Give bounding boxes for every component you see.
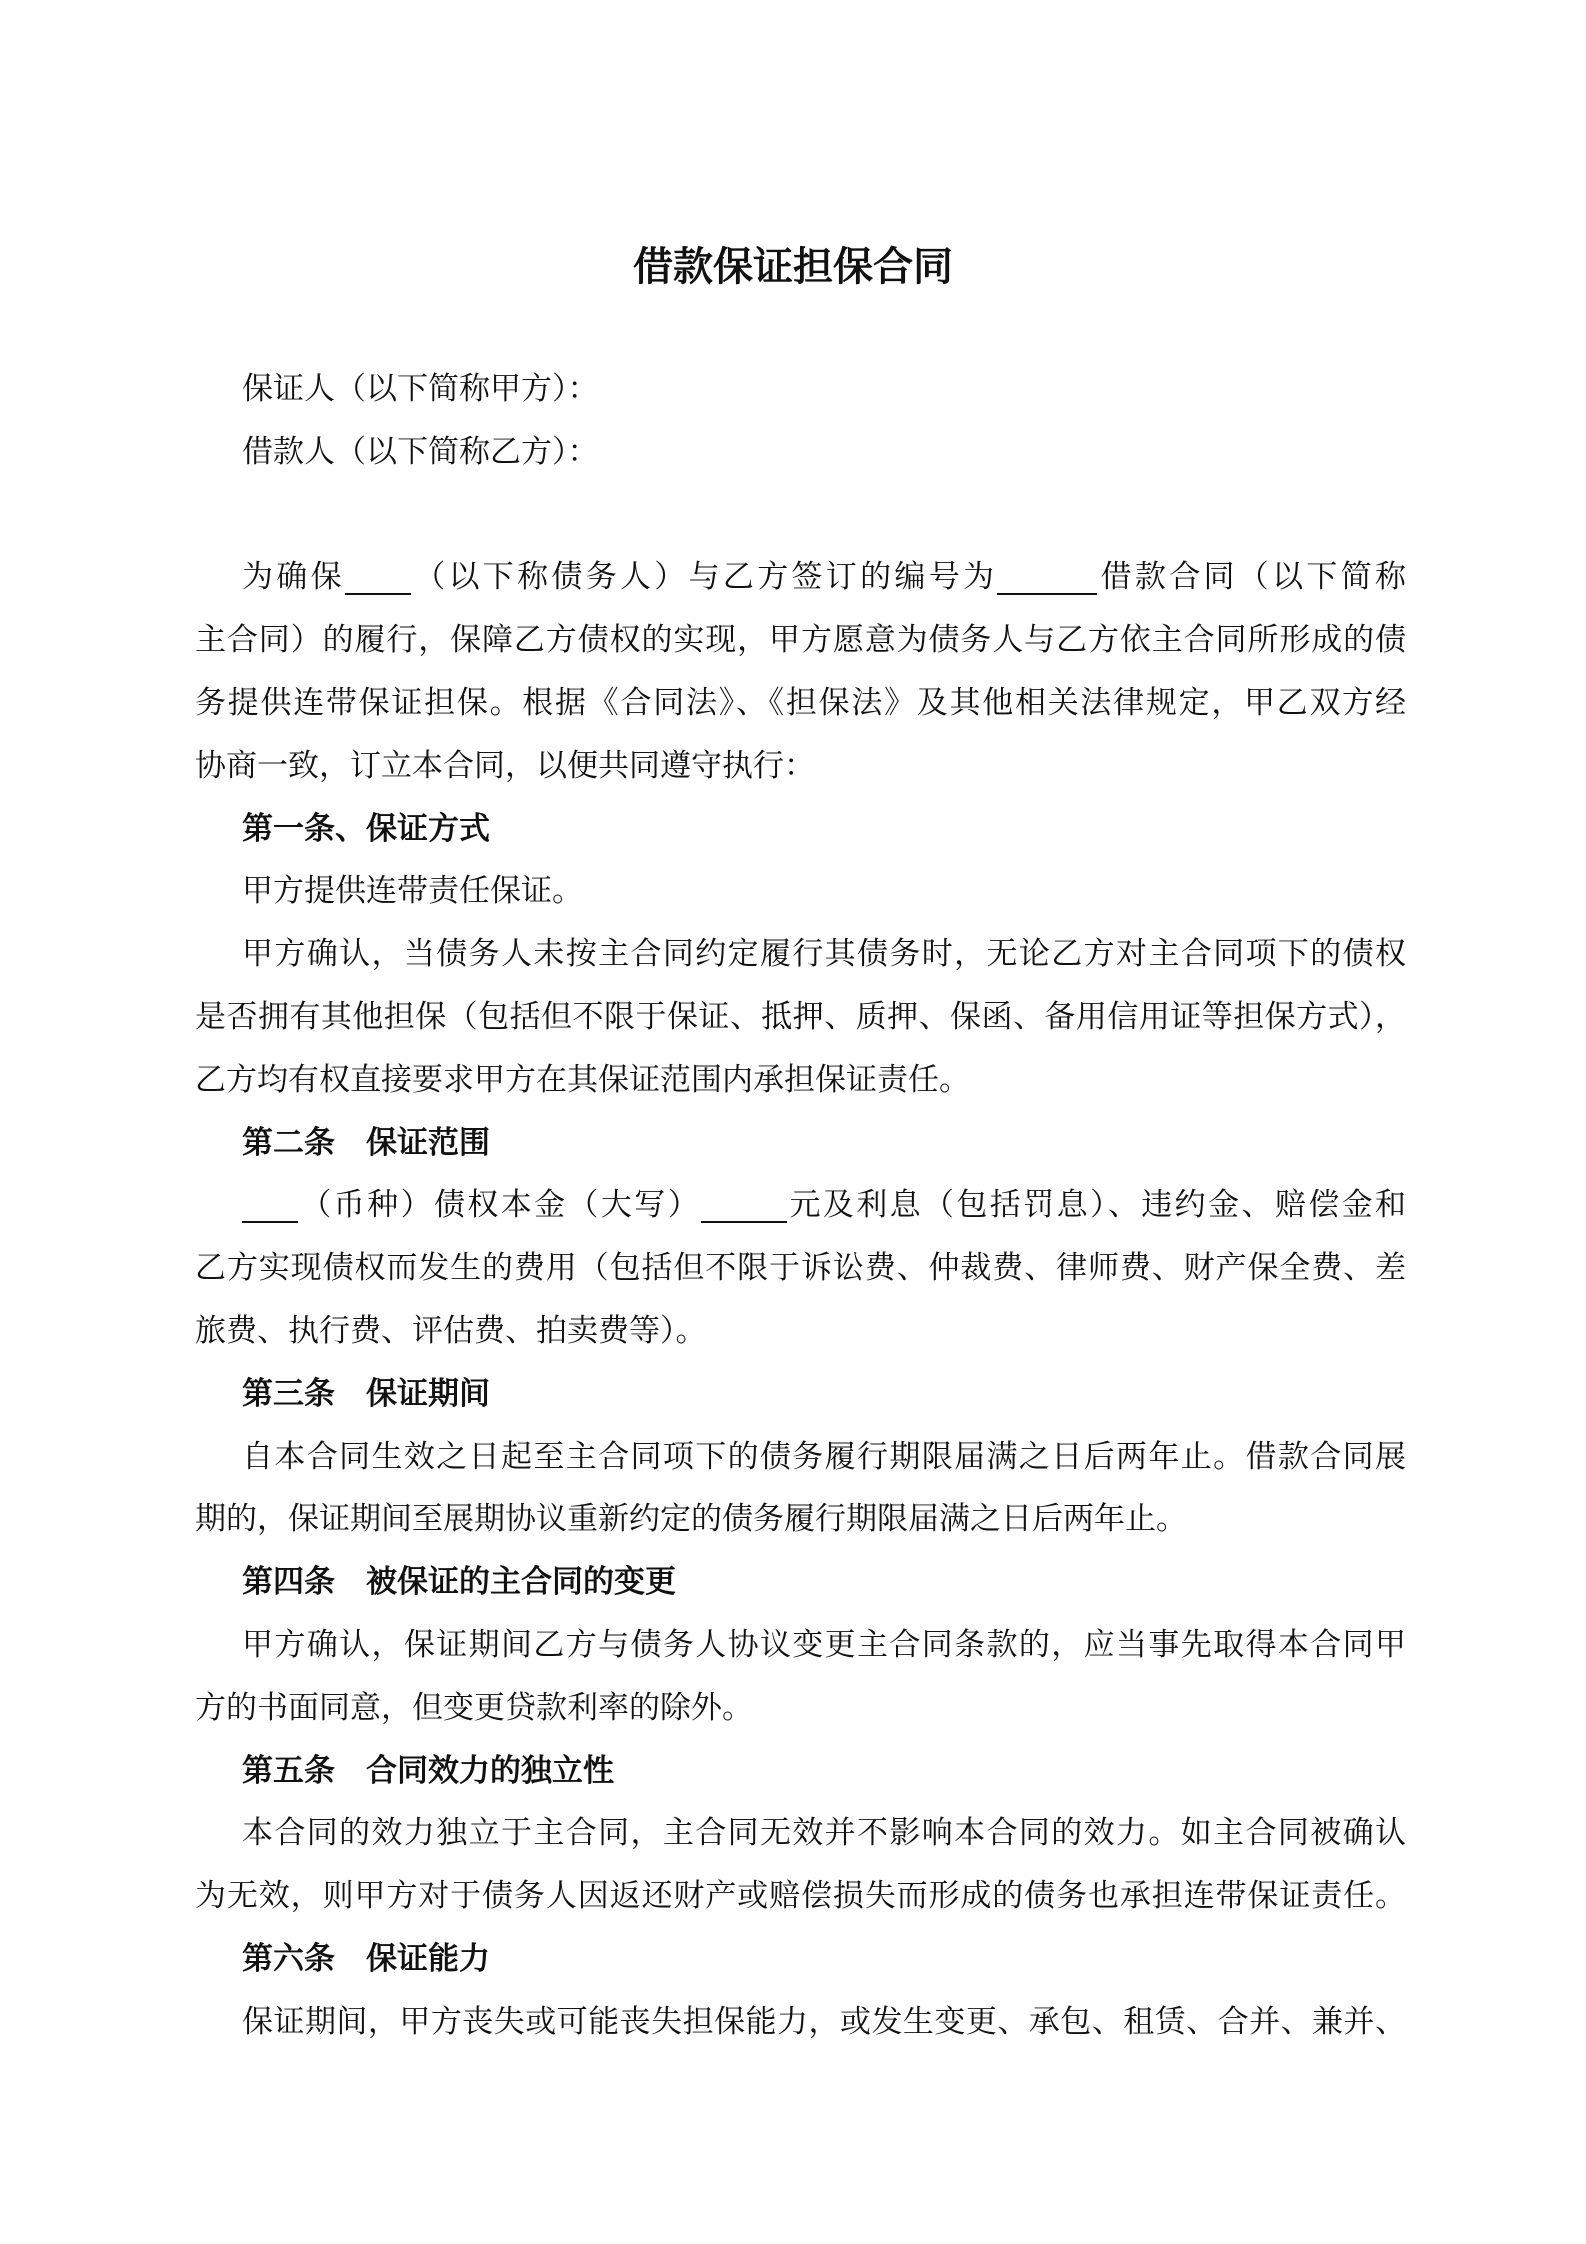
spacer — [195, 484, 1406, 547]
document-body — [195, 358, 1406, 2054]
document-title: 借款保证担保合同 — [633, 244, 953, 290]
article-2-line — [195, 1174, 1406, 1237]
article-4-heading: 第四条 被保证的主合同的变更 — [242, 1564, 676, 1601]
article-6-heading: 第六条 保证能力 — [242, 1940, 490, 1977]
text: 元及利息（包括罚息）、违约金、赔偿金和 — [787, 1187, 1406, 1224]
article-1-line: 乙方均有权直接要求甲方在其保证范围内承担保证责任。 — [195, 1061, 970, 1098]
preamble-line: 协商一致，订立本合同，以便共同遵守执行： — [195, 747, 815, 784]
article-4-line: 方的书面同意，但变更贷款利率的除外。 — [195, 1689, 753, 1726]
debtor-blank[interactable] — [345, 553, 411, 595]
preamble-line: 务提供连带保证担保。根据《合同法》、《担保法》及其他相关法律规定，甲乙双方经 — [195, 684, 1406, 721]
principal-amount-blank[interactable] — [701, 1181, 787, 1223]
preamble-line: 主合同）的履行，保障乙方债权的实现，甲方愿意为债务人与乙方依主合同所形成的债 — [195, 622, 1406, 659]
text: （以下称债务人）与乙方签订的编号为 — [410, 559, 998, 596]
guarantor-line: 保证人（以下简称甲方）： — [242, 371, 599, 407]
article-1-line: 甲方确认，当债务人未按主合同约定履行其债务时，无论乙方对主合同项下的债权 — [242, 936, 1406, 973]
article-3-line: 期的，保证期间至展期协议重新约定的债务履行期限届满之日后两年止。 — [195, 1501, 1187, 1538]
article-6-line: 保证期间，甲方丧失或可能丧失担保能力，或发生变更、承包、租赁、合并、兼并、 — [242, 2003, 1406, 2040]
article-3-line: 自本合同生效之日起至主合同项下的债务履行期限届满之日后两年止。借款合同展 — [242, 1438, 1406, 1475]
article-2-line: 乙方实现债权而发生的费用（包括但不限于诉讼费、仲裁费、律师费、财产保全费、差 — [195, 1250, 1406, 1287]
article-5-heading: 第五条 合同效力的独立性 — [242, 1752, 614, 1789]
preamble-line — [195, 546, 1406, 609]
article-2-line: 旅费、执行费、评估费、拍卖费等）。 — [195, 1312, 707, 1349]
currency-blank[interactable] — [242, 1181, 298, 1223]
article-1-heading: 第一条、保证方式 — [242, 810, 490, 847]
contract-number-blank[interactable] — [997, 553, 1097, 595]
article-4-line: 甲方确认，保证期间乙方与债务人协议变更主合同条款的，应当事先取得本合同甲 — [242, 1626, 1406, 1663]
text: 为确保 — [242, 559, 345, 596]
text: 借款合同（以下简称 — [1097, 559, 1406, 596]
article-5-line: 为无效，则甲方对于债务人因返还财产或赔偿损失而形成的债务也承担连带保证责任。 — [195, 1878, 1406, 1915]
article-2-heading: 第二条 保证范围 — [242, 1124, 490, 1161]
article-5-line: 本合同的效力独立于主合同，主合同无效并不影响本合同的效力。如主合同被确认 — [242, 1815, 1406, 1852]
article-3-heading: 第三条 保证期间 — [242, 1375, 490, 1412]
text: （币种）债权本金（大写） — [298, 1187, 702, 1224]
article-1-line: 甲方提供连带责任保证。 — [242, 873, 583, 910]
borrower-line: 借款人（以下简称乙方）： — [242, 433, 599, 470]
article-1-line: 是否拥有其他担保（包括但不限于保证、抵押、质押、保函、备用信用证等担保方式）， — [195, 998, 1406, 1035]
